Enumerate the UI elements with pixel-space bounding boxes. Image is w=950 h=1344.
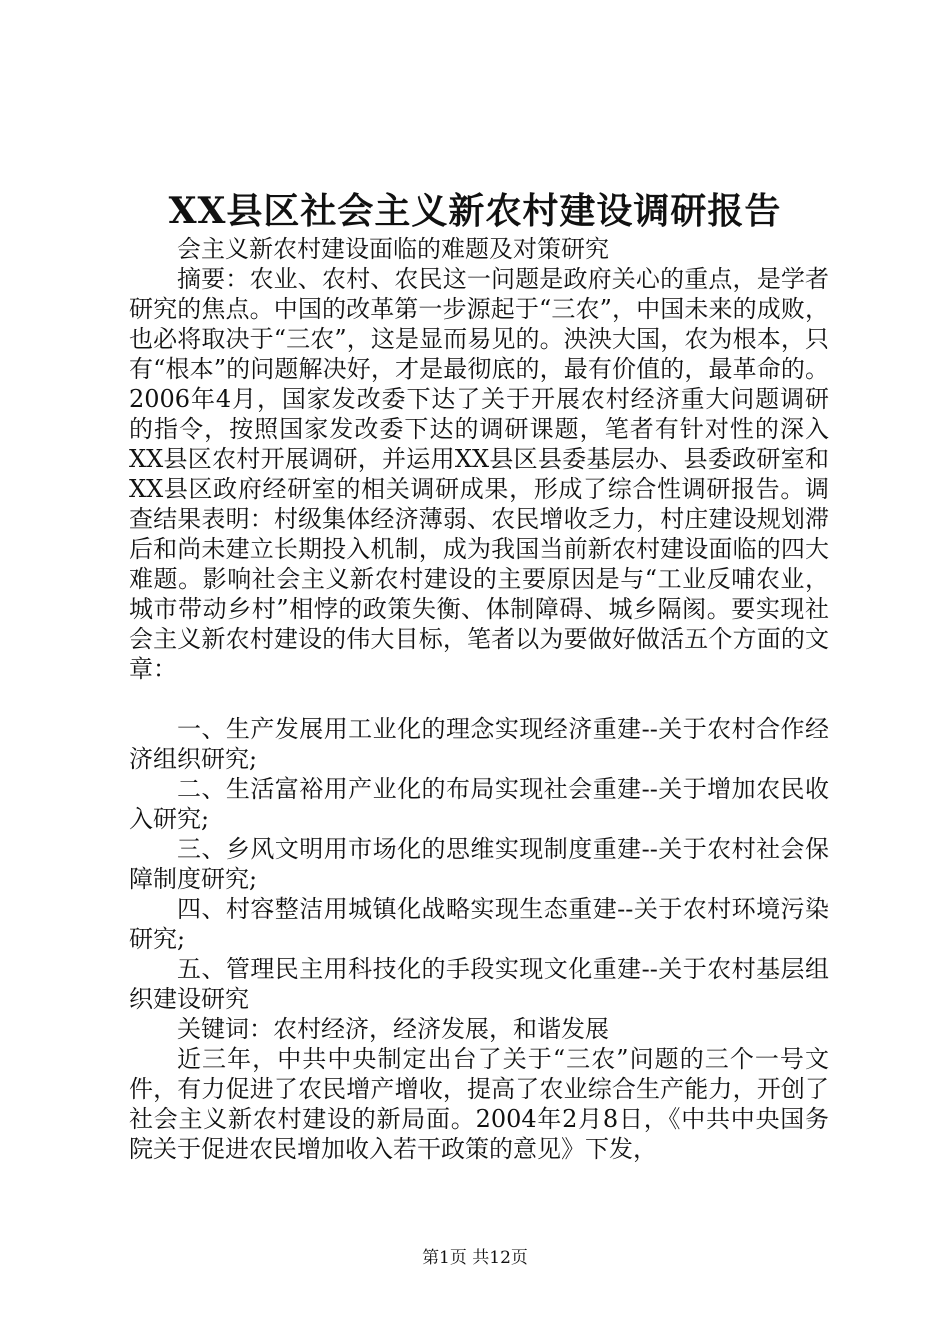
point-paragraph-3: 三、乡风文明用市场化的思维实现制度重建--关于农村社会保障制度研究; [129, 835, 829, 893]
body-paragraph: 近三年，中共中央制定出台了关于“三农”问题的三个一号文件，有力促进了农民增产增收，提高了农业综合生产能力，开创了社会主义新农村建设的新局面。2004年2月8日，《中共中央国务院关于促进农民增加收入若干政策的意见》下发， [129, 1045, 829, 1163]
point-paragraph-1: 一、生产发展用工业化的理念实现经济重建--关于农村合作经济组织研究; [129, 715, 829, 773]
subtitle-paragraph: 会主义新农村建设面临的难题及对策研究 [177, 235, 609, 263]
point-paragraph-5: 五、管理民主用科技化的手段实现文化重建--关于农村基层组织建设研究 [129, 955, 829, 1013]
paragraph-spacer [129, 684, 829, 714]
keywords-paragraph: 关键词：农村经济，经济发展，和谐发展 [177, 1015, 609, 1043]
point-paragraph-4: 四、村容整洁用城镇化战略实现生态重建--关于农村环境污染研究; [129, 895, 829, 953]
page-number-footer: 第1页 共12页 [422, 1248, 528, 1268]
document-title: XX县区社会主义新农村建设调研报告 [168, 190, 782, 232]
document-body [129, 234, 829, 1164]
point-paragraph-2: 二、生活富裕用产业化的布局实现社会重建--关于增加农民收入研究; [129, 775, 829, 833]
abstract-paragraph: 摘要：农业、农村、农民这一问题是政府关心的重点，是学者研究的焦点。中国的改革第一步源起于“三农”，中国未来的成败，也必将取决于“三农”，这是显而易见的。泱泱大国，农为根本，只有“根本”的问题解决好，才是最彻底的，最有价值的，最革命的。2006年4月，国家发改委下达了关于开展农村经济重大问题调研的指令，按照国家发改委下达的调研课题，笔者有针对性的深入XX县区农村开展调研，并运用XX县区县委基层办、县委政研室和XX县区政府经研室的相关调研成果，形成了综合性调研报告。调查结果表明：村级集体经济薄弱、农民增收乏力，村庄建设规划滞后和尚未建立长期投入机制，成为我国当前新农村建设面临的四大难题。影响社会主义新农村建设的主要原因是与“工业反哺农业，城市带动乡村”相悖的政策失衡、体制障碍、城乡隔阂。要实现社会主义新农村建设的伟大目标，笔者以为要做好做活五个方面的文章： [129, 265, 829, 683]
